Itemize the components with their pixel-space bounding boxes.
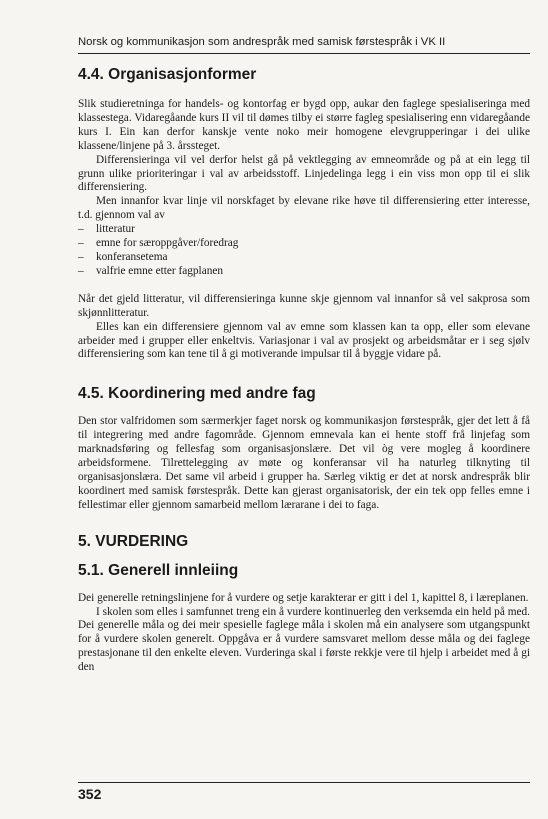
paragraph: Differensieringa vil vel derfor helst gå på vektlegging av emneområde og på at ein legg til grunn ulike prioriteringar i val av arbeidsstoff. Linjedelinga legg i ein viss mon opp til ei slik differensiering. xyxy=(78,153,530,194)
running-head: Norsk og kommunikasjon som andrespråk med samisk førstespråk i VK II xyxy=(78,36,446,48)
section-heading-4-5: 4.5. Koordinering med andre fag xyxy=(78,385,316,403)
header-rule xyxy=(78,53,530,54)
paragraph: Dei generelle retningslinjene for å vurdere og setje karakterar er gitt i del 1, kapittel 8, i læreplanen. xyxy=(78,591,529,604)
paragraph: I skolen som elles i samfunnet treng ein å vurdere kontinuerleg den verksemda ein held på med. Dei generelle måla og dei meir spesielle faglege måla i skolen må ein analysere som utgangspunkt for å vurdere skolen generelt. Oppgåva er å vurdere samsvaret mellom desse måla og dei faglege prestasjonane til den enkelte eleven. Vurderinga skal i første rekkje vere til hjelp i arbeidet med å gi den xyxy=(78,605,530,674)
chapter-heading-5: 5. VURDERING xyxy=(78,532,189,550)
footer-rule xyxy=(78,782,530,783)
list-item: – litteratur xyxy=(78,223,530,237)
list-item: – emne for særoppgåver/foredrag xyxy=(78,237,530,251)
list-item: – konferansetema xyxy=(78,251,530,265)
page-body xyxy=(78,62,530,675)
paragraph: Men innanfor kvar linje vil norskfaget by elevane rike høve til differensiering etter interesse, t.d. gjennom val av xyxy=(78,195,530,222)
page-number: 352 xyxy=(78,786,102,802)
paragraph: Elles kan ein differensiere gjennom val av emne som klassen kan ta opp, eller som elevane arbeider med i grupper eller enkeltvis. Variasjonar i val av prosjekt og arbeidsmåtar er i seg sjølv differensiering som kan tene til å gi motiverande impulsar til å byggje vidare på. xyxy=(78,320,530,361)
paragraph: Slik studieretninga for handels- og kontorfag er bygd opp, aukar den faglege spesialiseringa med klassestega. Vidaregåande kurs II vil til dømes tilby ei større fagleg spesialisering enn vidaregåande kurs I. Ein kan derfor kanskje vente noko meir homogene elevgrupperingar i dei ulike klassene/linjene på 3. årssteget. xyxy=(78,98,530,152)
section-heading-5-1: 5.1. Generell innleiing xyxy=(78,561,239,579)
choice-list xyxy=(78,223,530,279)
paragraph: Når det gjeld litteratur, vil differensieringa kunne skje gjennom val innanfor så vel sakprosa som skjønnlitteratur. xyxy=(78,292,530,319)
section-heading-4-4: 4.4. Organisasjonformer xyxy=(78,66,257,83)
list-item: – valfrie emne etter fagplanen xyxy=(78,265,530,279)
paragraph: Den stor valfridomen som særmerkjer faget norsk og kommunikasjon førstespråk, gjer det lett å få til integrering med andre fagområde. Gjennom emnevala kan ei hente stoff frå linjefag som marknadsføring og fellesfag som organisasjonslære. Det vil òg vere mogleg å koordinere arbeidsformene. Tilrettelegging av møte og konferansar vil ha naturleg tilknyting til organisasjonslæra. Det same vil arbeid i grupper ha. Særleg viktig er det at norsk andrespråk blir koordinert med samisk førstespråk. Dette kan gjerast organisatorisk, der ein tek opp felles emne i fellestimar eller gjennom samarbeid mellom lærarane i dei to faga. xyxy=(78,415,530,511)
